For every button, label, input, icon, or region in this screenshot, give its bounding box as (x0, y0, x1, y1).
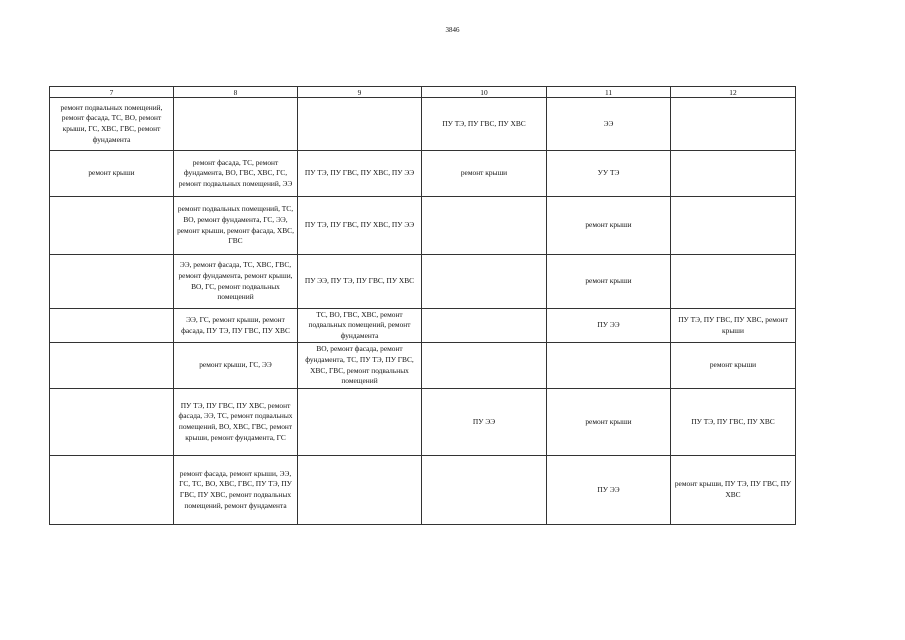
table-cell (422, 456, 547, 525)
table-cell (298, 389, 422, 456)
table-cell: ремонт подвальных помещений, ТС, ВО, ремонт фундамента, ГС, ЭЭ, ремонт крыши, ремонт фасада, ХВС, ГВС (174, 197, 298, 255)
table-cell: ЭЭ, ремонт фасада, ТС, ХВС, ГВС, ремонт фундамента, ремонт крыши, ВО, ГС, ремонт подвальных помещений (174, 255, 298, 309)
table-cell: ремонт фасада, ремонт крыши, ЭЭ, ГС, ТС, ВО, ХВС, ГВС, ПУ ТЭ, ПУ ГВС, ПУ ХВС, ремонт подвальных помещений, ремонт фундамента (174, 456, 298, 525)
table-cell (422, 197, 547, 255)
table-cell (671, 255, 796, 309)
table-cell (50, 343, 174, 389)
table-cell: ПУ ТЭ, ПУ ГВС, ПУ ХВС, ПУ ЭЭ (298, 151, 422, 197)
table-cell: ПУ ЭЭ (547, 456, 671, 525)
table-cell: ПУ ЭЭ, ПУ ТЭ, ПУ ГВС, ПУ ХВС (298, 255, 422, 309)
table-row (50, 98, 796, 151)
table-cell: ремонт крыши, ГС, ЭЭ (174, 343, 298, 389)
table-cell: ремонт крыши (547, 197, 671, 255)
table-cell: ПУ ЭЭ (422, 389, 547, 456)
table-cell (671, 151, 796, 197)
table-cell (671, 197, 796, 255)
table-cell (50, 255, 174, 309)
table-cell (422, 309, 547, 343)
table-cell (422, 343, 547, 389)
table-row (50, 255, 796, 309)
table-row (50, 389, 796, 456)
table-cell: ремонт крыши (547, 255, 671, 309)
table-cell: ПУ ТЭ, ПУ ГВС, ПУ ХВС, ремонт крыши (671, 309, 796, 343)
table-cell (422, 255, 547, 309)
table-cell: ремонт крыши (50, 151, 174, 197)
table-row (50, 151, 796, 197)
table-cell: ПУ ТЭ, ПУ ГВС, ПУ ХВС, ремонт фасада, ЭЭ, ТС, ремонт подвальных помещений, ВО, ХВС, ГВС, ремонт крыши, ремонт фундамента, ГС (174, 389, 298, 456)
table-cell: ПУ ТЭ, ПУ ГВС, ПУ ХВС (422, 98, 547, 151)
column-header-11: 11 (547, 87, 671, 98)
table-cell: ремонт крыши, ПУ ТЭ, ПУ ГВС, ПУ ХВС (671, 456, 796, 525)
table-cell: ЭЭ (547, 98, 671, 151)
table-cell (50, 456, 174, 525)
table-row (50, 456, 796, 525)
table-cell (547, 343, 671, 389)
table-cell: ПУ ТЭ, ПУ ГВС, ПУ ХВС, ПУ ЭЭ (298, 197, 422, 255)
table-cell: ПУ ЭЭ (547, 309, 671, 343)
column-header-10: 10 (422, 87, 547, 98)
column-header-8: 8 (174, 87, 298, 98)
table-cell (671, 98, 796, 151)
table-cell (50, 197, 174, 255)
table-cell: ремонт крыши (422, 151, 547, 197)
table-cell (298, 98, 422, 151)
works-schedule-table (49, 86, 796, 525)
column-header-9: 9 (298, 87, 422, 98)
table-header-row (50, 87, 796, 98)
table-cell: ремонт крыши (547, 389, 671, 456)
column-header-12: 12 (671, 87, 796, 98)
column-header-7: 7 (50, 87, 174, 98)
table-cell: ПУ ТЭ, ПУ ГВС, ПУ ХВС (671, 389, 796, 456)
table-cell: УУ ТЭ (547, 151, 671, 197)
table-cell: ТС, ВО, ГВС, ХВС, ремонт подвальных помещений, ремонт фундамента (298, 309, 422, 343)
table-cell (50, 309, 174, 343)
table-cell: ремонт фасада, ТС, ремонт фундамента, ВО, ГВС, ХВС, ГС, ремонт подвальных помещений, ЭЭ (174, 151, 298, 197)
table-cell (50, 389, 174, 456)
table-cell (174, 98, 298, 151)
table-row (50, 309, 796, 343)
table-row (50, 197, 796, 255)
table-cell: ВО, ремонт фасада, ремонт фундамента, ТС, ПУ ТЭ, ПУ ГВС, ХВС, ГВС, ремонт подвальных помещений (298, 343, 422, 389)
table-cell (298, 456, 422, 525)
table-cell: ремонт крыши (671, 343, 796, 389)
table-row (50, 343, 796, 389)
table-cell: ЭЭ, ГС, ремонт крыши, ремонт фасада, ПУ ТЭ, ПУ ГВС, ПУ ХВС (174, 309, 298, 343)
table-cell: ремонт подвальных помещений, ремонт фасада, ТС, ВО, ремонт крыши, ГС, ХВС, ГВС, ремонт фундамента (50, 98, 174, 151)
page-number: 3846 (445, 26, 460, 34)
